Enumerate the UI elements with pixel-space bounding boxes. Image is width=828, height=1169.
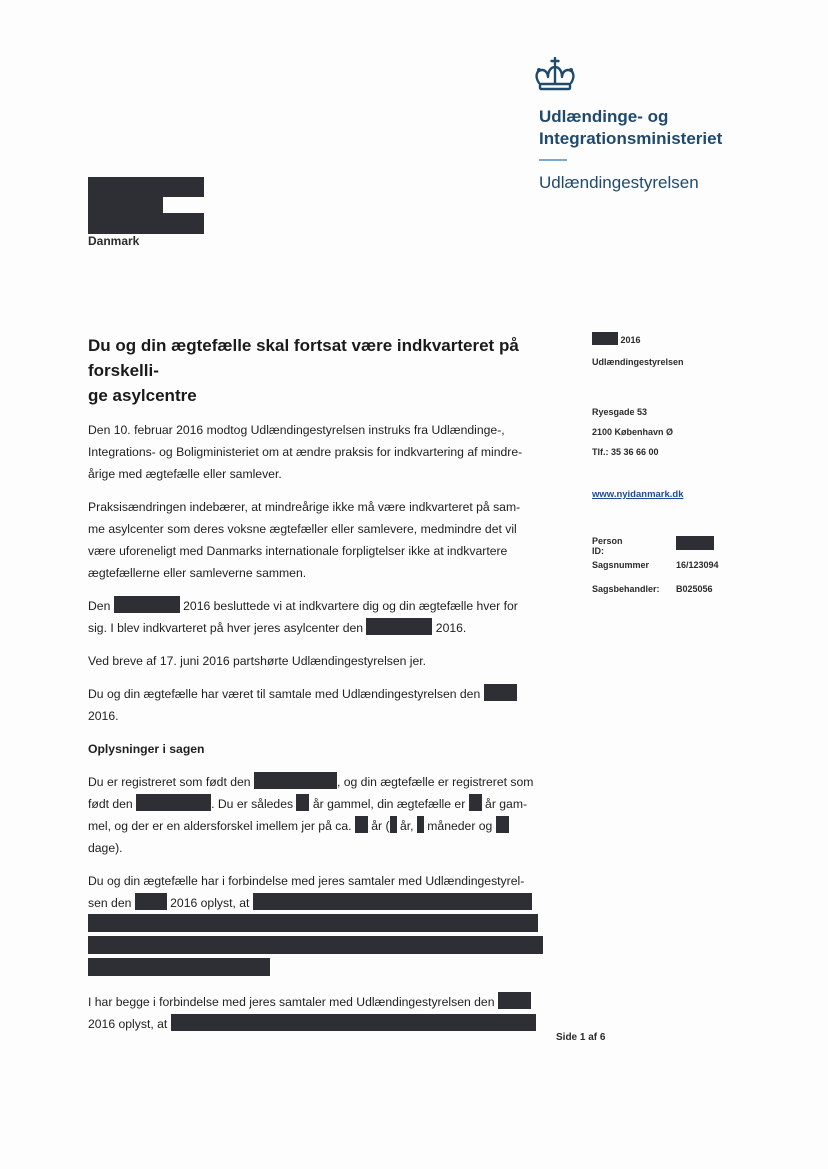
text-fragment: måneder og — [423, 819, 496, 833]
sender-phone: Tlf.: 35 36 66 00 — [592, 447, 659, 457]
ministry-name — [539, 106, 722, 150]
text-line: årige med ægtefælle eller samlever. — [88, 467, 282, 481]
letter-body — [88, 419, 563, 1046]
text-line: Den 10. februar 2016 modtog Udlændingestyrelsen instruks fra Udlændinge-, — [88, 423, 505, 437]
section-heading: Oplysninger i sagen — [88, 742, 205, 756]
paragraph-statements — [88, 870, 563, 980]
text-line: Integrations- og Boligministeriet om at ændre praksis for indkvartering af mindre- — [88, 445, 523, 459]
text-fragment: år gammel, din ægtefælle er — [309, 797, 469, 811]
case-number-value: 16/123094 — [676, 560, 719, 570]
person-id-label: Person ID: — [592, 536, 623, 556]
agency-name: Udlændingestyrelsen — [539, 173, 699, 192]
text-fragment: I har begge i forbindelse med jeres samtaler med Udlændingestyrelsen den — [88, 995, 498, 1009]
case-number-label: Sagsnummer — [592, 560, 650, 570]
redacted-birthdate — [254, 772, 337, 789]
redacted-statement — [88, 914, 538, 932]
text-line — [88, 815, 563, 837]
redacted-age — [417, 816, 424, 833]
text-fragment: mel, og der er en aldersforskel imellem jer på ca. — [88, 819, 355, 833]
paragraph-practice-change — [88, 496, 563, 584]
redacted-date — [484, 684, 517, 701]
date-year: 2016 — [620, 335, 641, 345]
text-line — [88, 991, 563, 1013]
text-line: dage). — [88, 841, 123, 855]
redacted-statement — [88, 936, 543, 954]
redacted-address — [88, 177, 204, 197]
text-line: Ved breve af 17. juni 2016 partshørte Udlændingestyrelsen jer. — [88, 654, 427, 668]
website-link[interactable]: www.nyidanmark.dk — [592, 489, 684, 500]
case-handler-label: Sagsbehandler: — [592, 584, 660, 594]
text-line: Praksisændringen indebærer, at mindreårige ikke må være indkvarteret på sam- — [88, 500, 521, 514]
redacted-age — [296, 794, 309, 811]
text-line: Du og din ægtefælle har i forbindelse med jeres samtaler med Udlændingestyrel- — [88, 874, 525, 888]
recipient-country: Danmark — [88, 234, 140, 248]
redacted-age — [469, 794, 482, 811]
text-fragment: år, — [396, 819, 417, 833]
redacted-person-id — [676, 536, 714, 550]
text-line — [88, 958, 563, 980]
text-line — [88, 793, 563, 815]
redacted-date — [498, 992, 531, 1009]
redacted-age — [390, 816, 397, 833]
redacted-date — [135, 893, 167, 910]
text-fragment: . Du er således — [211, 797, 297, 811]
redacted-address — [163, 213, 204, 234]
redacted-age — [496, 816, 509, 833]
sender-agency: Udlændingestyrelsen — [592, 357, 684, 367]
text-fragment: 2016 oplyst, at — [88, 1017, 171, 1031]
sender-street: Ryesgade 53 — [592, 407, 648, 417]
sender-address — [592, 402, 673, 462]
text-fragment: sen den — [88, 896, 135, 910]
ministry-line-2: Integrationsministeriet — [539, 129, 723, 148]
letter-date — [592, 332, 641, 345]
logo-divider — [539, 159, 567, 161]
redacted-statement — [253, 893, 532, 910]
text-fragment: , og din ægtefælle er registreret som — [336, 775, 534, 789]
redacted-statement — [88, 958, 270, 976]
page-number: Side 1 af 6 — [556, 1032, 606, 1043]
text-line — [88, 683, 563, 705]
text-fragment: år ( — [367, 819, 390, 833]
text-fragment: 2016. — [432, 621, 467, 635]
title-line-1: Du og din ægtefælle skal fortsat være indkvarteret på forskelli- — [88, 336, 519, 380]
text-fragment: sig. I blev indkvarteret på hver jeres asylcenter den — [88, 621, 367, 635]
redacted-date — [592, 332, 618, 345]
danish-crown-icon — [533, 57, 577, 93]
paragraph-decision — [88, 595, 563, 639]
text-fragment: Du er registreret som født den — [88, 775, 254, 789]
paragraph-joint-statement — [88, 991, 563, 1035]
text-line — [88, 914, 563, 936]
text-fragment: født den — [88, 797, 137, 811]
redacted-date — [114, 596, 180, 613]
paragraph-interview — [88, 683, 563, 727]
letter-title — [88, 333, 578, 408]
text-line — [88, 936, 563, 958]
title-line-2: ge asylcentre — [88, 386, 197, 405]
redacted-address — [88, 197, 163, 234]
sender-city: 2100 København Ø — [592, 427, 674, 437]
text-line — [88, 771, 563, 793]
redacted-age — [355, 816, 368, 833]
redacted-date — [366, 618, 432, 635]
text-fragment: år gam- — [481, 797, 528, 811]
text-line: me asylcenter som deres voksne ægtefæller eller samlevere, medmindre det vil — [88, 522, 517, 536]
text-line — [88, 617, 563, 639]
text-line — [88, 595, 563, 617]
redacted-statement — [171, 1014, 536, 1031]
paragraph-instruction — [88, 419, 563, 485]
text-fragment: 2016 besluttede vi at indkvartere dig og din ægtefælle hver for — [179, 599, 518, 613]
text-line: være uforeneligt med Danmarks internationale forpligtelser ikke at indkvartere — [88, 544, 508, 558]
text-line — [88, 892, 563, 914]
text-line: ægtefællerne eller samleverne sammen. — [88, 566, 307, 580]
text-line: 2016. — [88, 709, 119, 723]
text-fragment: Du og din ægtefælle har været til samtale med Udlændingestyrelsen den — [88, 687, 484, 701]
ministry-line-1: Udlændinge- og — [539, 107, 669, 126]
paragraph-birthdates — [88, 771, 563, 859]
text-line — [88, 1013, 563, 1035]
redacted-birthdate — [136, 794, 211, 811]
case-handler-value: B025056 — [676, 584, 713, 594]
paragraph-hearing — [88, 650, 563, 672]
text-fragment: 2016 oplyst, at — [166, 896, 253, 910]
text-fragment: Den — [88, 599, 114, 613]
